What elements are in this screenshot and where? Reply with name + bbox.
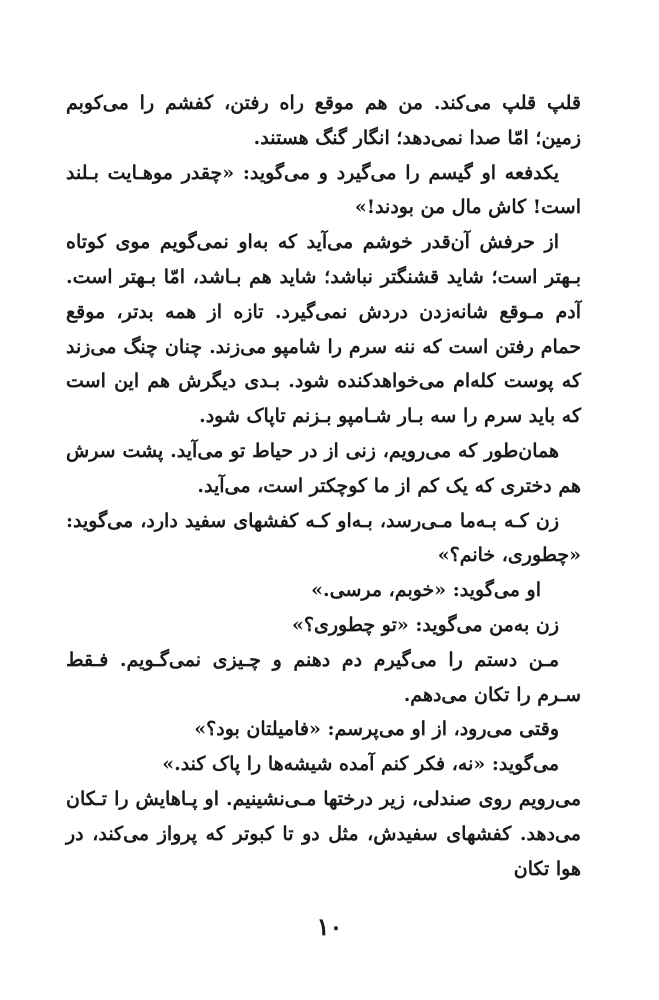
paragraph: وقتی می‌رود، از او می‌پرسم: «فامیلتان بود؟»	[194, 718, 559, 741]
paragraph: می‌گوید: «نه، فکر کنم آمده شیشه‌ها را پاک کند.»	[162, 753, 559, 776]
paragraph: زن به‌من می‌گوید: «تو چطوری؟»	[292, 613, 559, 636]
body-text	[66, 86, 581, 886]
paragraph: او می‌گوید: «خوبم، مرسی.»	[311, 579, 541, 602]
paragraph: همان‌طور که می‌رویم، زنی از در حیاط تو می‌آید. پشت سرش هم دختری که یک کم از ما کوچکتر است، می‌آید.	[66, 439, 581, 497]
paragraph: قلپ قلپ می‌کند. من هم موقع راه رفتن، کفشم را می‌کوبم زمین؛ امّا صدا نمی‌دهد؛ انگار گنگ هستند.	[66, 92, 581, 149]
paragraph: زن کـه بـه‌ما مـی‌رسد، بـه‌او کـه کفشهای سفید دارد، می‌گوید: «چطوری، خانم؟»	[66, 509, 581, 567]
paragraph: مـن دستم را می‌گیرم دم دهنم و چـیزی نمی‌گـویم. فـقط سـرم را تکان می‌دهم.	[66, 648, 581, 706]
paragraph: یکدفعه او گیسم را می‌گیرد و می‌گوید: «چقدر موهـایت بـلند است! کاش مال من بودند!»	[66, 161, 581, 219]
paragraph: از حرفش آن‌قدر خوشم می‌آید که به‌او نمی‌گویم موی کوتاه بـهتر است؛ شاید قشنگتر نباشد؛ شاید هم بـاشد، امّا بـهتر است. آدم مـوقع شانه‌زدن دردش نمی‌گیرد. تازه از همه بدتر، موقع حمام رفتن است که ننه سرم را شامپو می‌زند. چنان چنگ می‌زند که پوست کله‌ام می‌خواهدکنده شود. بـدی دیگرش هم این است که باید سرم را سه بـار شـامپو بـزنم تاپاک شود.	[66, 231, 581, 428]
page-number: ۱۰	[316, 912, 343, 941]
paragraph: می‌رویم روی صندلی، زیر درختها مـی‌نشینیم. او پـاهایش را تـکان می‌دهد. کفشهای سفیدش، مثل دو تا کبوتر که پرواز می‌کند، در هوا تکان	[66, 787, 581, 880]
